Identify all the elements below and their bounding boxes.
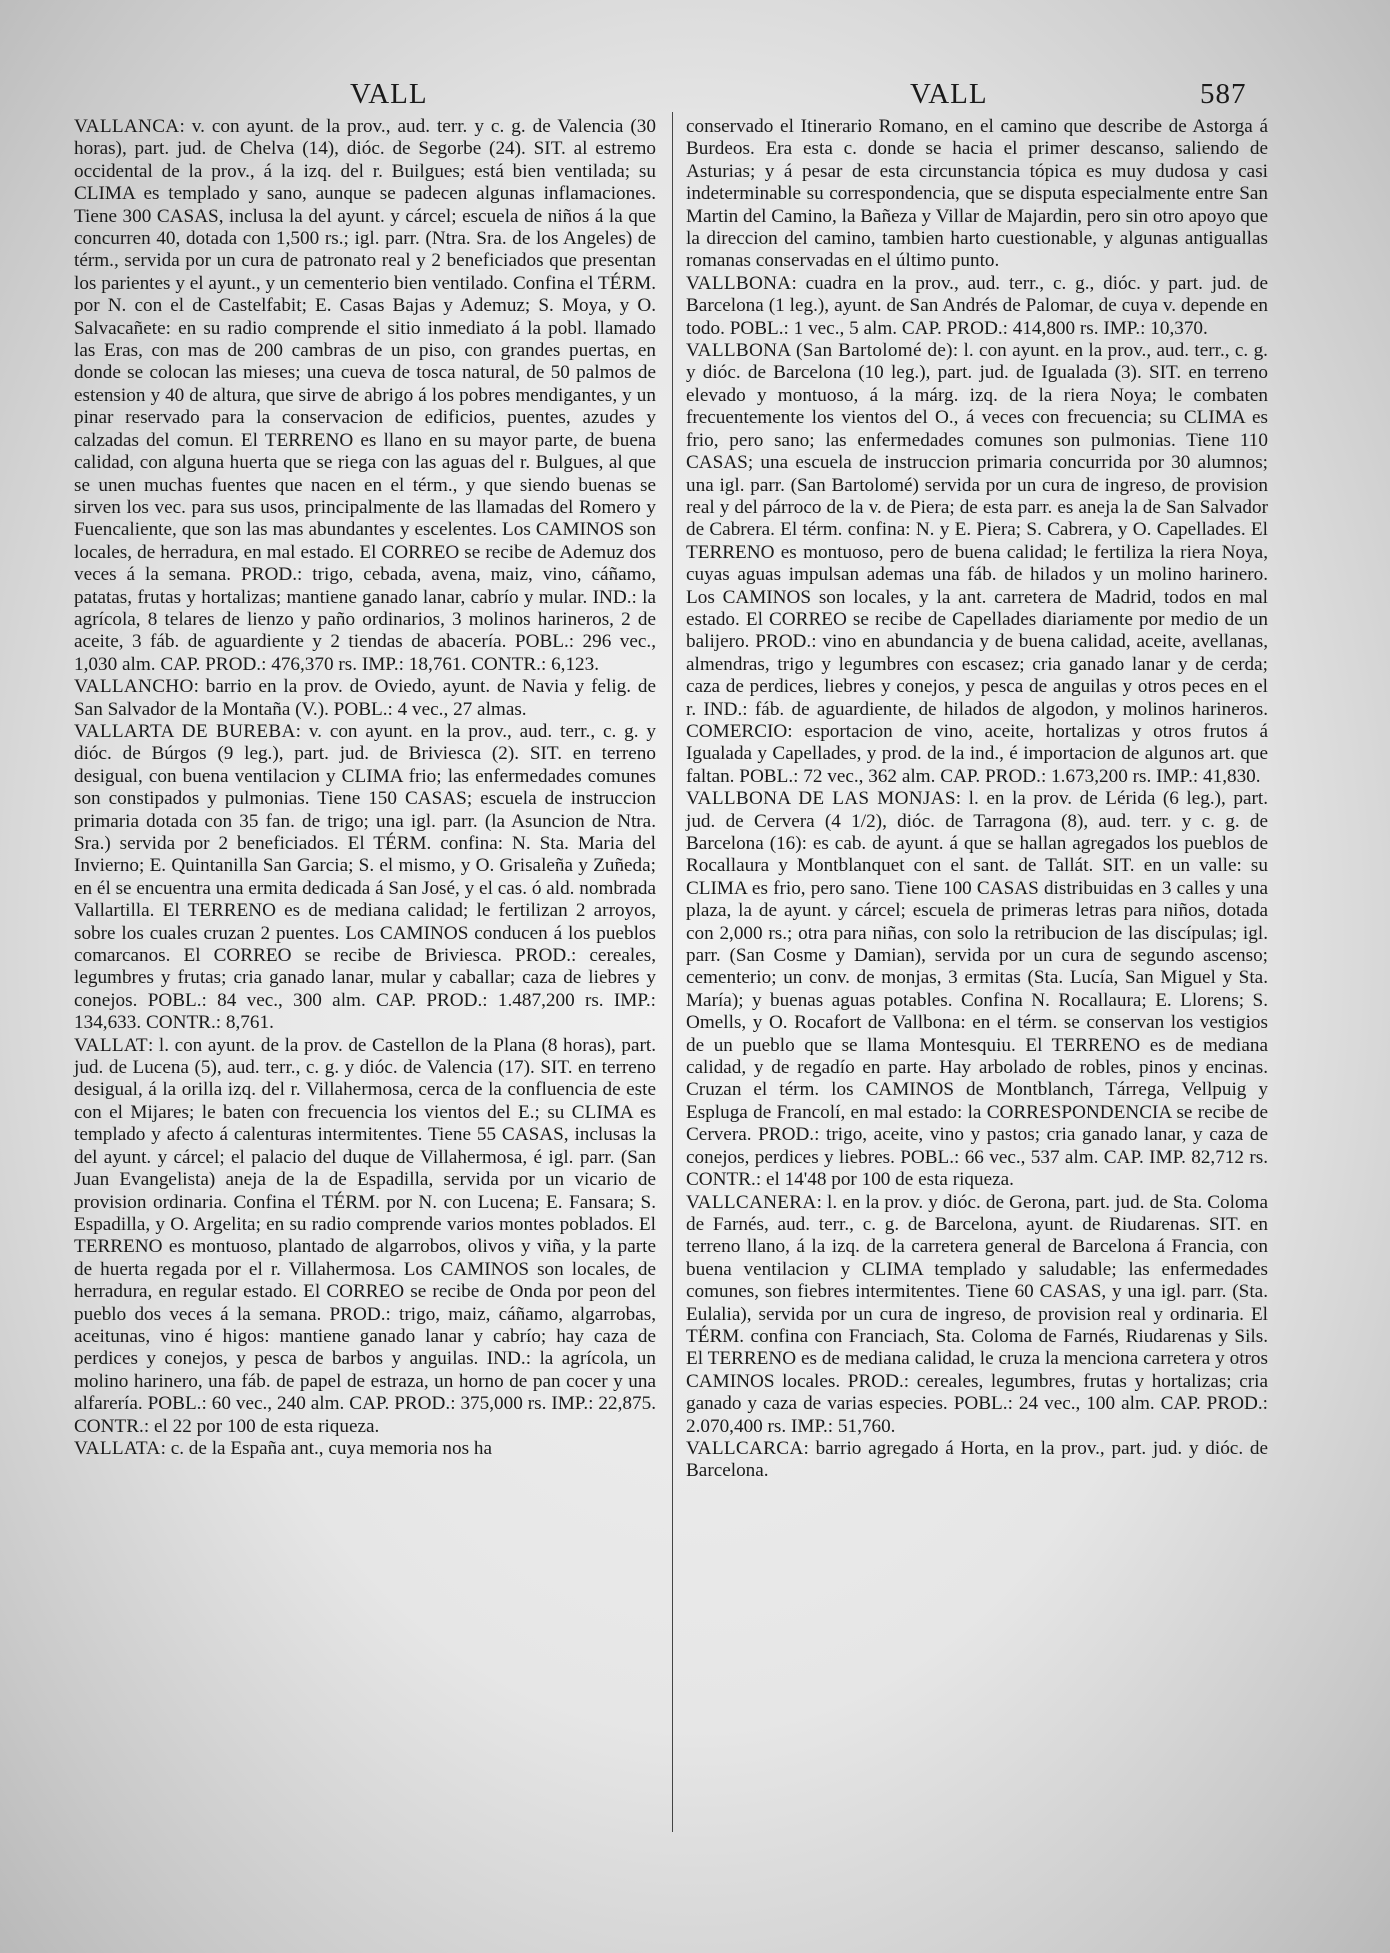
- entry-headword: VALLBONA DE LAS MONJAS: [686, 788, 956, 810]
- entry-headword: VALLAT: [74, 1034, 148, 1056]
- entry-body: : barrio agregado á Horta, en la prov., part. jud. y dióc. de Barcelona.: [686, 1437, 1268, 1482]
- entry-headword: VALLARTA DE BUREBA: [74, 720, 296, 742]
- entry-vallat: [74, 1035, 656, 1438]
- running-header: [70, 78, 1270, 118]
- entry-vallata-continued: [686, 116, 1268, 273]
- header-right-title: VALL: [910, 78, 988, 110]
- right-column: [686, 116, 1268, 1483]
- header-left-title: VALL: [350, 78, 428, 110]
- entry-body: : l. con ayunt. de la prov. de Castellon de la Plana (8 horas), part. jud. de Lucena (5), aud. terr., c. g. y dióc. de Valencia (17). SIT. en terreno desigual, á la orilla izq. del r. Villahermosa, cerca de la confluencia de este con el Mijares; le baten con frecuencia los vientos del E.; su CLIMA es templado y afecto á calenturas intermitentes. Tiene 55 CASAS, inclusas la del ayunt. y cárcel; el palacio del duque de Villahermosa, é igl. parr. (San Juan Evangelista) aneja de la de Espadilla, servida por un vicario de provision ordinaria. Confina el TÉRM. por N. con Lucena; E. Fansara; S. Espadilla, y O. Argelita; en su radio comprende varios montes poblados. El TERRENO es montuoso, plantado de algarrobos, olivos y viña, y la parte de huerta regada por el r. Villahermosa. Los CAMINOS son locales, de herradura, en regular estado. El CORREO se recibe de Onda por peon del pueblo dos veces á la semana. PROD.: trigo, maiz, cáñamo, algarrobas, aceitunas, vino é higos: mantiene ganado lanar y cabrío; hay caza de perdices y conejos, y pesca de barbos y anguilas. IND.: la agrícola, un molino harinero, una fáb. de papel de estraza, un horno de pan cocer y una alfarería. POBL.: 60 vec., 240 alm. CAP. PROD.: 375,000 rs. IMP.: 22,875. CONTR.: el 22 por 100 de esta riqueza.: [74, 1034, 656, 1437]
- entry-body: : l. en la prov. de Lérida (6 leg.), part. jud. de Cervera (4 1/2), dióc. de Tarragona (8), aud. terr. y c. g. de Barcelona (16): es cab. de ayunt. á que se hallan agregados los pueblos de Rocallaura y Montblanquet con el sant. de Tallát. SIT. en un valle: su CLIMA es frio, pero sano. Tiene 100 CASAS distribuidas en 3 calles y una plaza, la de ayunt. y cárcel; escuela de primeras letras para niños, dotada con 2,000 rs.; otra para niñas, con solo la retribucion de las discípulas; igl. parr. (San Cosme y Damian), servida por un cura de segundo ascenso; cementerio; un conv. de monjas, 3 ermitas (Sta. Lucía, San Miguel y Sta. María); y buenas aguas potables. Confina N. Rocallaura; E. Llorens; S. Omells, y O. Rocafort de Vallbona: en el térm. se conservan los vestigios de un pueblo que se llama Montesquiu. El TERRENO es de mediana calidad, y de regadío en parte. Hay arbolado de robles, pinos y encinas. Cruzan el térm. los CAMINOS de Montblanch, Tárrega, Vellpuig y Espluga de Francolí, en mal estado: la CORRESPONDENCIA se recibe de Cervera. PROD.: trigo, aceite, vino y pastos; cria ganado lanar, y caza de conejos, perdices y liebres. POBL.: 66 vec., 537 alm. CAP. IMP. 82,712 rs. CONTR.: el 14'48 por 100 de esta riqueza.: [686, 788, 1268, 1191]
- entry-vallanca: [74, 116, 656, 676]
- entry-body: conservado el Itinerario Romano, en el camino que describe de Astorga á Burdeos. Era esta c. donde se hacia el primer descanso, saliendo de Asturias; y á pesar de esta circunstancia tópica es muy dudosa y casi indeterminable su correspondencia, que se disputa especialmente entre San Martin del Camino, la Bañeza y Villar de Majardin, pero sin otro apoyo que la direccion del camino, tambien harto cuestionable, y algunas antiguallas romanas conservadas en el último punto.: [686, 116, 1268, 272]
- entry-vallcanera: [686, 1192, 1268, 1438]
- entry-headword: VALLANCA: [74, 116, 180, 137]
- entry-vallbona-de-las-monjas: [686, 788, 1268, 1191]
- entry-body: : v. con ayunt. de la prov., aud. terr. y c. g. de Valencia (30 horas), part. jud. de Chelva (14), dióc. de Segorbe (24). SIT. al estremo occidental de la prov., á la izq. del r. Builgues; está bien ventilada; su CLIMA es templado y sano, aunque se padecen algunas inflamaciones. Tiene 300 CASAS, inclusa la del ayunt. y cárcel; escuela de niños á la que concurren 40, dotada con 1,500 rs.; igl. parr. (Ntra. Sra. de los Angeles) de térm., servida por un cura de patronato real y 2 beneficiados que presentan los parientes y el ayunt., y un cementerio bien ventilado. Confina el TÉRM. por N. con el de Castelfabit; E. Casas Bajas y Ademuz; S. Moya, y O. Salvacañete: en su radio comprende el sitio inmediato á la pobl. llamado las Eras, con mas de 200 cambras de un piso, con grandes puertas, en donde se colocan las mieses; una cueva de tosca natural, de 50 palmos de estension y 40 de altura, que sirve de abrigo á los pobres mendigantes, y un pinar reservado para la conservacion de edificios, puentes, azudes y calzadas del comun. El TERRENO es llano en su mayor parte, de buena calidad, con alguna huerta que se riega con las aguas del r. Bulgues, al que se unen muchas fuentes que nacen en el térm., y que siendo buenas se sirven los vec. para sus usos, principalmente de las llamadas del Romero y Fuencaliente, que son las mas abundantes y escelentes. Los CAMINOS son locales, de herradura, en mal estado. El CORREO se recibe de Ademuz dos veces á la semana. PROD.: trigo, cebada, avena, maiz, vino, cáñamo, patatas, frutas y hortalizas; mantiene ganado lanar, cabrío y mular. IND.: la agrícola, 8 telares de lienzo y paño ordinarios, 3 molinos harineros, 2 de aceite, 3 fáb. de aguardiente y 2 tiendas de abacería. POBL.: 296 vec., 1,030 alm. CAP. PROD.: 476,370 rs. IMP.: 18,761. CONTR.: 6,123.: [74, 116, 656, 675]
- column-divider: [672, 112, 673, 1832]
- entry-headword: VALLBONA: [686, 272, 792, 294]
- entry-vallarta-de-bureba: [74, 721, 656, 1035]
- entry-body: : l. en la prov. y dióc. de Gerona, part. jud. de Sta. Coloma de Farnés, aud. terr., c. g. de Barcelona, ayunt. de Riudarenas. SIT. en terreno llano, á la izq. de la carretera general de Barcelona á Francia, con buena ventilacion y CLIMA templado y saludable; las enfermedades comunes, son fiebres intermitentes. Tiene 60 CASAS, y una igl. parr. (Sta. Eulalia), servida por un cura de ingreso, de provision real y ordinaria. El TÉRM. confina con Franciach, Sta. Coloma de Farnés, Riudarenas y Sils. El TERRENO es de mediana calidad, le cruza la menciona carretera y otros CAMINOS locales. PROD.: cereales, legumbres, frutas y hortalizas; cria ganado y caza de varias especies. POBL.: 24 vec., 100 alm. CAP. PROD.: 2.070,400 rs. IMP.: 51,760.: [686, 1191, 1268, 1437]
- entry-vallbona-san-bartolome: [686, 340, 1268, 788]
- entry-vallata: [74, 1438, 656, 1460]
- left-column: [74, 116, 656, 1460]
- page-number: 587: [1200, 78, 1247, 110]
- entry-body: : v. con ayunt. en la prov., aud. terr., c. g. y dióc. de Búrgos (9 leg.), part. jud. de Briviesca (2). SIT. en terreno desigual, con buena ventilacion y CLIMA frio; las enfermedades comunes son constipados y pulmonias. Tiene 150 CASAS; escuela de instruccion primaria dotada con 35 fan. de trigo; una igl. parr. (la Asuncion de Ntra. Sra.) servida por 2 beneficiados. El TÉRM. confina: N. Sta. Maria del Invierno; E. Quintanilla San Garcia; S. el mismo, y O. Grisaleña y Zuñeda; en él se encuentra una ermita dedicada á San José, y el cas. ó ald. nombrada Vallartilla. El TERRENO es de mediana calidad; le fertilizan 2 arroyos, sobre los cuales cruzan 2 puentes. Los CAMINOS conducen á los pueblos comarcanos. El CORREO se recibe de Briviesca. PROD.: cereales, legumbres y frutas; cria ganado lanar, mular y caballar; caza de liebres y conejos. POBL.: 84 vec., 300 alm. CAP. PROD.: 1.487,200 rs. IMP.: 134,633. CONTR.: 8,761.: [74, 720, 656, 1034]
- entry-body: : l. con ayunt. en la prov., aud. terr., c. g. y dióc. de Barcelona (10 leg.), part. jud. de Igualada (3). SIT. en terreno elevado y montuoso, á la márg. izq. de la riera Noya; le combaten frecuentemente los vientos del O., á veces con frecuencia; su CLIMA es frio, pero sano; las enfermedades comunes son pulmonias. Tiene 110 CASAS; una escuela de instruccion primaria concurrida por 30 alumnos; una igl. parr. (San Bartolomé) servida por un cura de ingreso, de provision real y del párroco de la v. de Piera; de esta parr. es aneja la de San Salvador de Cabrera. El térm. confina: N. y E. Piera; S. Cabrera, y O. Capellades. El TERRENO es montuoso, pero de buena calidad; le fertiliza la riera Noya, cuyas aguas impulsan ademas una fáb. de hilados y un molino harinero. Los CAMINOS son locales, y la ant. carretera de Madrid, todos en mal estado. El CORREO se recibe de Capellades diariamente por medio de un balijero. PROD.: vino en abundancia y de buena calidad, aceite, avellanas, almendras, trigo y legumbres con escasez; cria ganado lanar y de cerda; caza de perdices, liebres y conejos, y pesca de anguilas y otros peces en el r. IND.: fáb. de aguardiente, de hilados de algodon, y molinos harineros. COMERCIO: esportacion de vino, aceite, hortalizas y otros frutos á Igualada y Capellades, y prod. de la ind., é importacion de algunos art. que faltan. POBL.: 72 vec., 362 alm. CAP. PROD.: 1.673,200 rs. IMP.: 41,830.: [686, 340, 1268, 787]
- entry-headword: VALLBONA (San Bartolomé de): [686, 340, 953, 362]
- entry-headword: VALLANCHO: [74, 676, 194, 698]
- entry-headword: VALLATA: [74, 1437, 161, 1459]
- entry-body: : c. de la España ant., cuya memoria nos ha: [160, 1437, 492, 1459]
- entry-body: : barrio en la prov. de Oviedo, ayunt. de Navia y felig. de San Salvador de la Montaña (V.). POBL.: 4 vec., 27 almas.: [74, 676, 656, 720]
- entry-body: : cuadra en la prov., aud. terr., c. g., dióc. y part. jud. de Barcelona (1 leg.), ayunt. de San Andrés de Palomar, de cuya v. depende en todo. POBL.: 1 vec., 5 alm. CAP. PROD.: 414,800 rs. IMP.: 10,370.: [686, 272, 1268, 339]
- entry-headword: VALLCANERA: [686, 1191, 817, 1213]
- entry-vallcarca: [686, 1438, 1268, 1483]
- entry-vallbona: [686, 273, 1268, 340]
- entry-vallancho: [74, 676, 656, 721]
- entry-headword: VALLCARCA: [686, 1437, 804, 1459]
